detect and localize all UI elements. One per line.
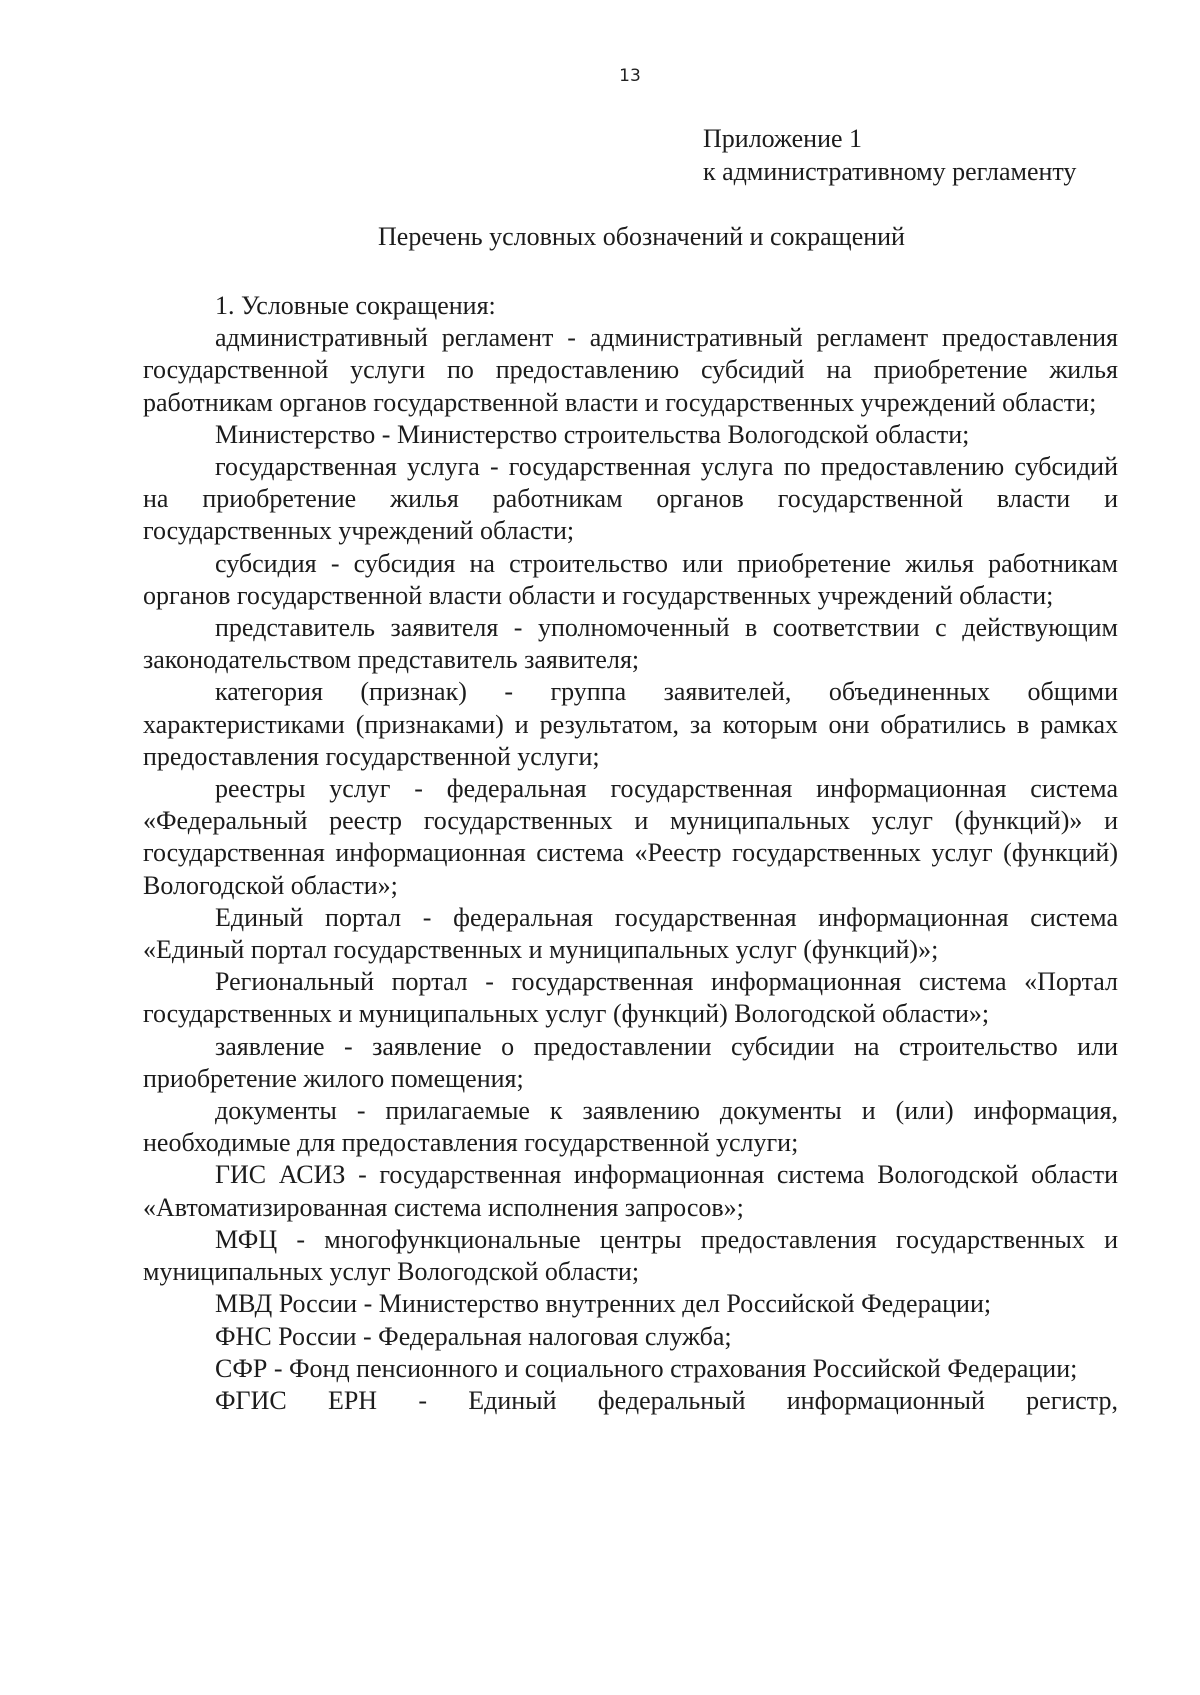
entry-sfr: СФР - Фонд пенсионного и социального страхования Российской Федерации;	[215, 1353, 1078, 1383]
entry-state-service: государственная услуга - государственная услуга по предоставлению субсидий на приобретение жилья работникам органов государственной власти и государственных учреждений области;	[143, 452, 1118, 546]
entry-applicant-representative: представитель заявителя - уполномоченный в соответствии с действующим законодательством представитель заявителя;	[143, 613, 1118, 675]
entry-unified-portal: Единый портал - федеральная государственная информационная система «Единый портал государственных и муниципальных услуг (функций)»;	[143, 902, 1118, 965]
entry-mvd: МВД России - Министерство внутренних дел Российской Федерации;	[215, 1289, 992, 1319]
document-title: Перечень условных обозначений и сокращений	[378, 222, 905, 251]
entry-documents: документы - прилагаемые к заявлению документы и (или) информация, необходимые для предоставления государственной услуги;	[143, 1096, 1118, 1158]
entry-regional-portal: Региональный портал - государственная информационная система «Портал государственных и муниципальных услуг (функций) Вологодской области»;	[143, 967, 1118, 1029]
entry-fgis-ern: ФГИС ЕРН - Единый федеральный информационный регистр,	[215, 1385, 1118, 1415]
section-heading: 1. Условные сокращения:	[215, 291, 496, 320]
entry-gis-asiz: ГИС АСИЗ - государственная информационная система Вологодской области «Автоматизированная система исполнения запросов»;	[143, 1160, 1118, 1222]
entry-category: категория (признак) - группа заявителей, объединенных общими характеристиками (признаками) и результатом, за которым они обратились в рамках предоставления государственной услуги;	[143, 677, 1118, 771]
document-body	[143, 290, 1118, 1417]
entry-ministry: Министерство - Министерство строительства Вологодской области;	[215, 419, 970, 449]
entry-application: заявление - заявление о предоставлении субсидии на строительство или приобретение жилого помещения;	[143, 1031, 1118, 1093]
entry-fns: ФНС России - Федеральная налоговая служба;	[215, 1321, 732, 1351]
entry-admin-regulation: административный регламент - административный регламент предоставления государственной услуги по предоставлению субсидий на приобретение жилья работникам органов государственной власти и государственных учреждений области;	[143, 323, 1118, 417]
appendix-line-2: к административному регламенту	[703, 157, 1077, 186]
appendix-line-1: Приложение 1	[703, 124, 863, 153]
appendix-header	[703, 122, 1076, 188]
entry-subsidy: субсидия - субсидия на строительство или приобретение жилья работникам органов государственной власти области и государственных учреждений области;	[143, 548, 1118, 610]
entry-service-registries: реестры услуг - федеральная государственная информационная система «Федеральный реестр государственных и муниципальных услуг (функций)» и государственная информационная система «Реестр государственных услуг (функций) Вологодской области»;	[143, 774, 1118, 900]
entry-mfc: МФЦ - многофункциональные центры предоставления государственных и муниципальных услуг Вологодской области;	[143, 1224, 1118, 1287]
page-number: 13	[619, 66, 641, 86]
